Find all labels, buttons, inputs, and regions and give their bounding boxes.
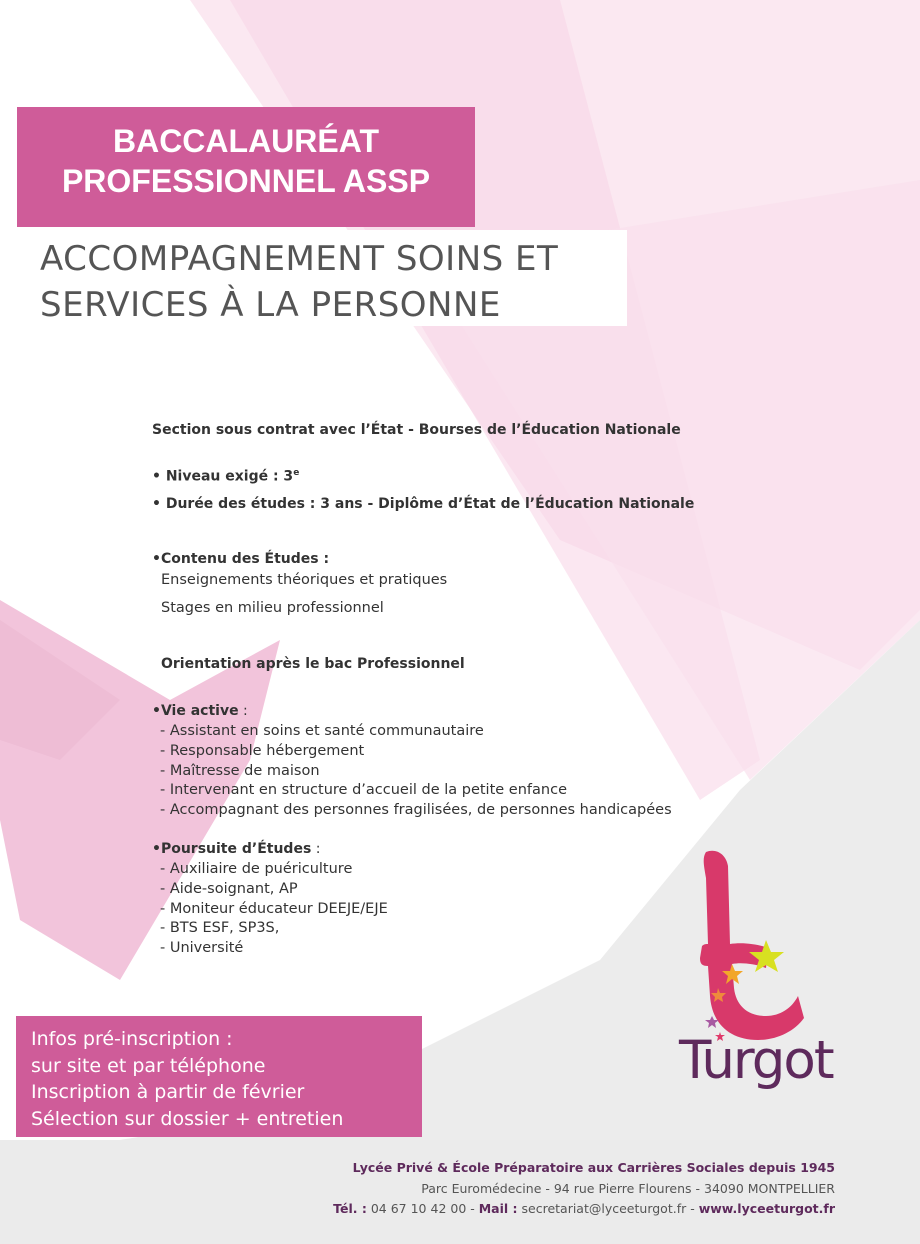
footer-address-line: Parc Euromédecine - 94 rue Pierre Flourens - 34090 MONTPELLIER (421, 1181, 835, 1196)
poursuite-heading-text: Poursuite d’Études (160, 841, 312, 857)
poursuite-item: - Auxiliaire de puériculture (160, 861, 353, 877)
contenu-heading (152, 551, 329, 567)
footer-school-line: Lycée Privé & École Préparatoire aux Carrières Sociales depuis 1945 (352, 1160, 835, 1175)
footer-contact-line (333, 1201, 835, 1216)
subtitle-line-2: SERVICES À LA PERSONNE (40, 285, 501, 325)
footer-tel-label: Tél. : (333, 1201, 367, 1216)
preinscription-line: Infos pré-inscription : (31, 1028, 233, 1050)
footer-tel: 04 67 10 42 00 - (366, 1201, 479, 1216)
poursuite-item: - Université (160, 940, 244, 956)
subtitle-line-1: ACCOMPAGNEMENT SOINS ET (40, 239, 559, 279)
contenu-bullet: • (152, 551, 161, 567)
contenu-item: Enseignements théoriques et pratiques (161, 572, 448, 588)
orientation-heading: Orientation après le bac Professionnel (161, 656, 465, 672)
vie-active-item: - Accompagnant des personnes fragilisées, de personnes handicapées (160, 802, 672, 818)
footer-website-link[interactable]: www.lyceeturgot.fr (698, 1201, 835, 1216)
section-info: Section sous contrat avec l’État - Bourses de l’Éducation Nationale (152, 422, 681, 438)
footer-mail-label: Mail : (478, 1201, 518, 1216)
niveau-text: • Niveau exigé : 3 (152, 468, 294, 485)
title-banner (17, 107, 475, 227)
poursuite-item: - BTS ESF, SP3S, (160, 920, 280, 936)
vie-active-bullet: • (152, 703, 161, 719)
turgot-logo-text: Turgot (679, 1030, 833, 1091)
vie-active-colon: : (238, 703, 248, 719)
poursuite-item: - Aide-soignant, AP (160, 881, 298, 897)
vie-active-heading-text: Vie active (160, 703, 239, 719)
title-line-1: BACCALAURÉAT (112, 123, 380, 159)
vie-active-item: - Responsable hébergement (160, 743, 365, 759)
contenu-heading-text: Contenu des Études : (160, 551, 330, 567)
niveau-info (152, 468, 299, 485)
niveau-superscript: e (293, 468, 300, 478)
preinscription-line: Inscription à partir de février (31, 1081, 305, 1103)
duree-info: • Durée des études : 3 ans - Diplôme d’État de l’Éducation Nationale (152, 496, 695, 512)
preinscription-box (16, 1016, 422, 1137)
contenu-item: Stages en milieu professionnel (161, 600, 384, 616)
poursuite-bullet: • (152, 841, 161, 857)
title-line-2: PROFESSIONNEL ASSP (61, 163, 431, 199)
poursuite-heading (152, 841, 320, 857)
vie-active-item: - Maîtresse de maison (160, 763, 320, 779)
poursuite-colon: : (311, 841, 321, 857)
preinscription-line: Sélection sur dossier + entretien (31, 1107, 344, 1130)
vie-active-item: - Intervenant en structure d’accueil de la petite enfance (160, 782, 567, 798)
vie-active-item: - Assistant en soins et santé communautaire (160, 723, 484, 739)
vie-active-heading (152, 703, 248, 719)
poursuite-item: - Moniteur éducateur DEEJE/EJE (160, 901, 388, 917)
preinscription-line: sur site et par téléphone (31, 1054, 266, 1077)
subtitle-banner (18, 230, 627, 326)
footer-mail-link[interactable]: secretariat@lyceeturgot.fr - (517, 1201, 699, 1216)
